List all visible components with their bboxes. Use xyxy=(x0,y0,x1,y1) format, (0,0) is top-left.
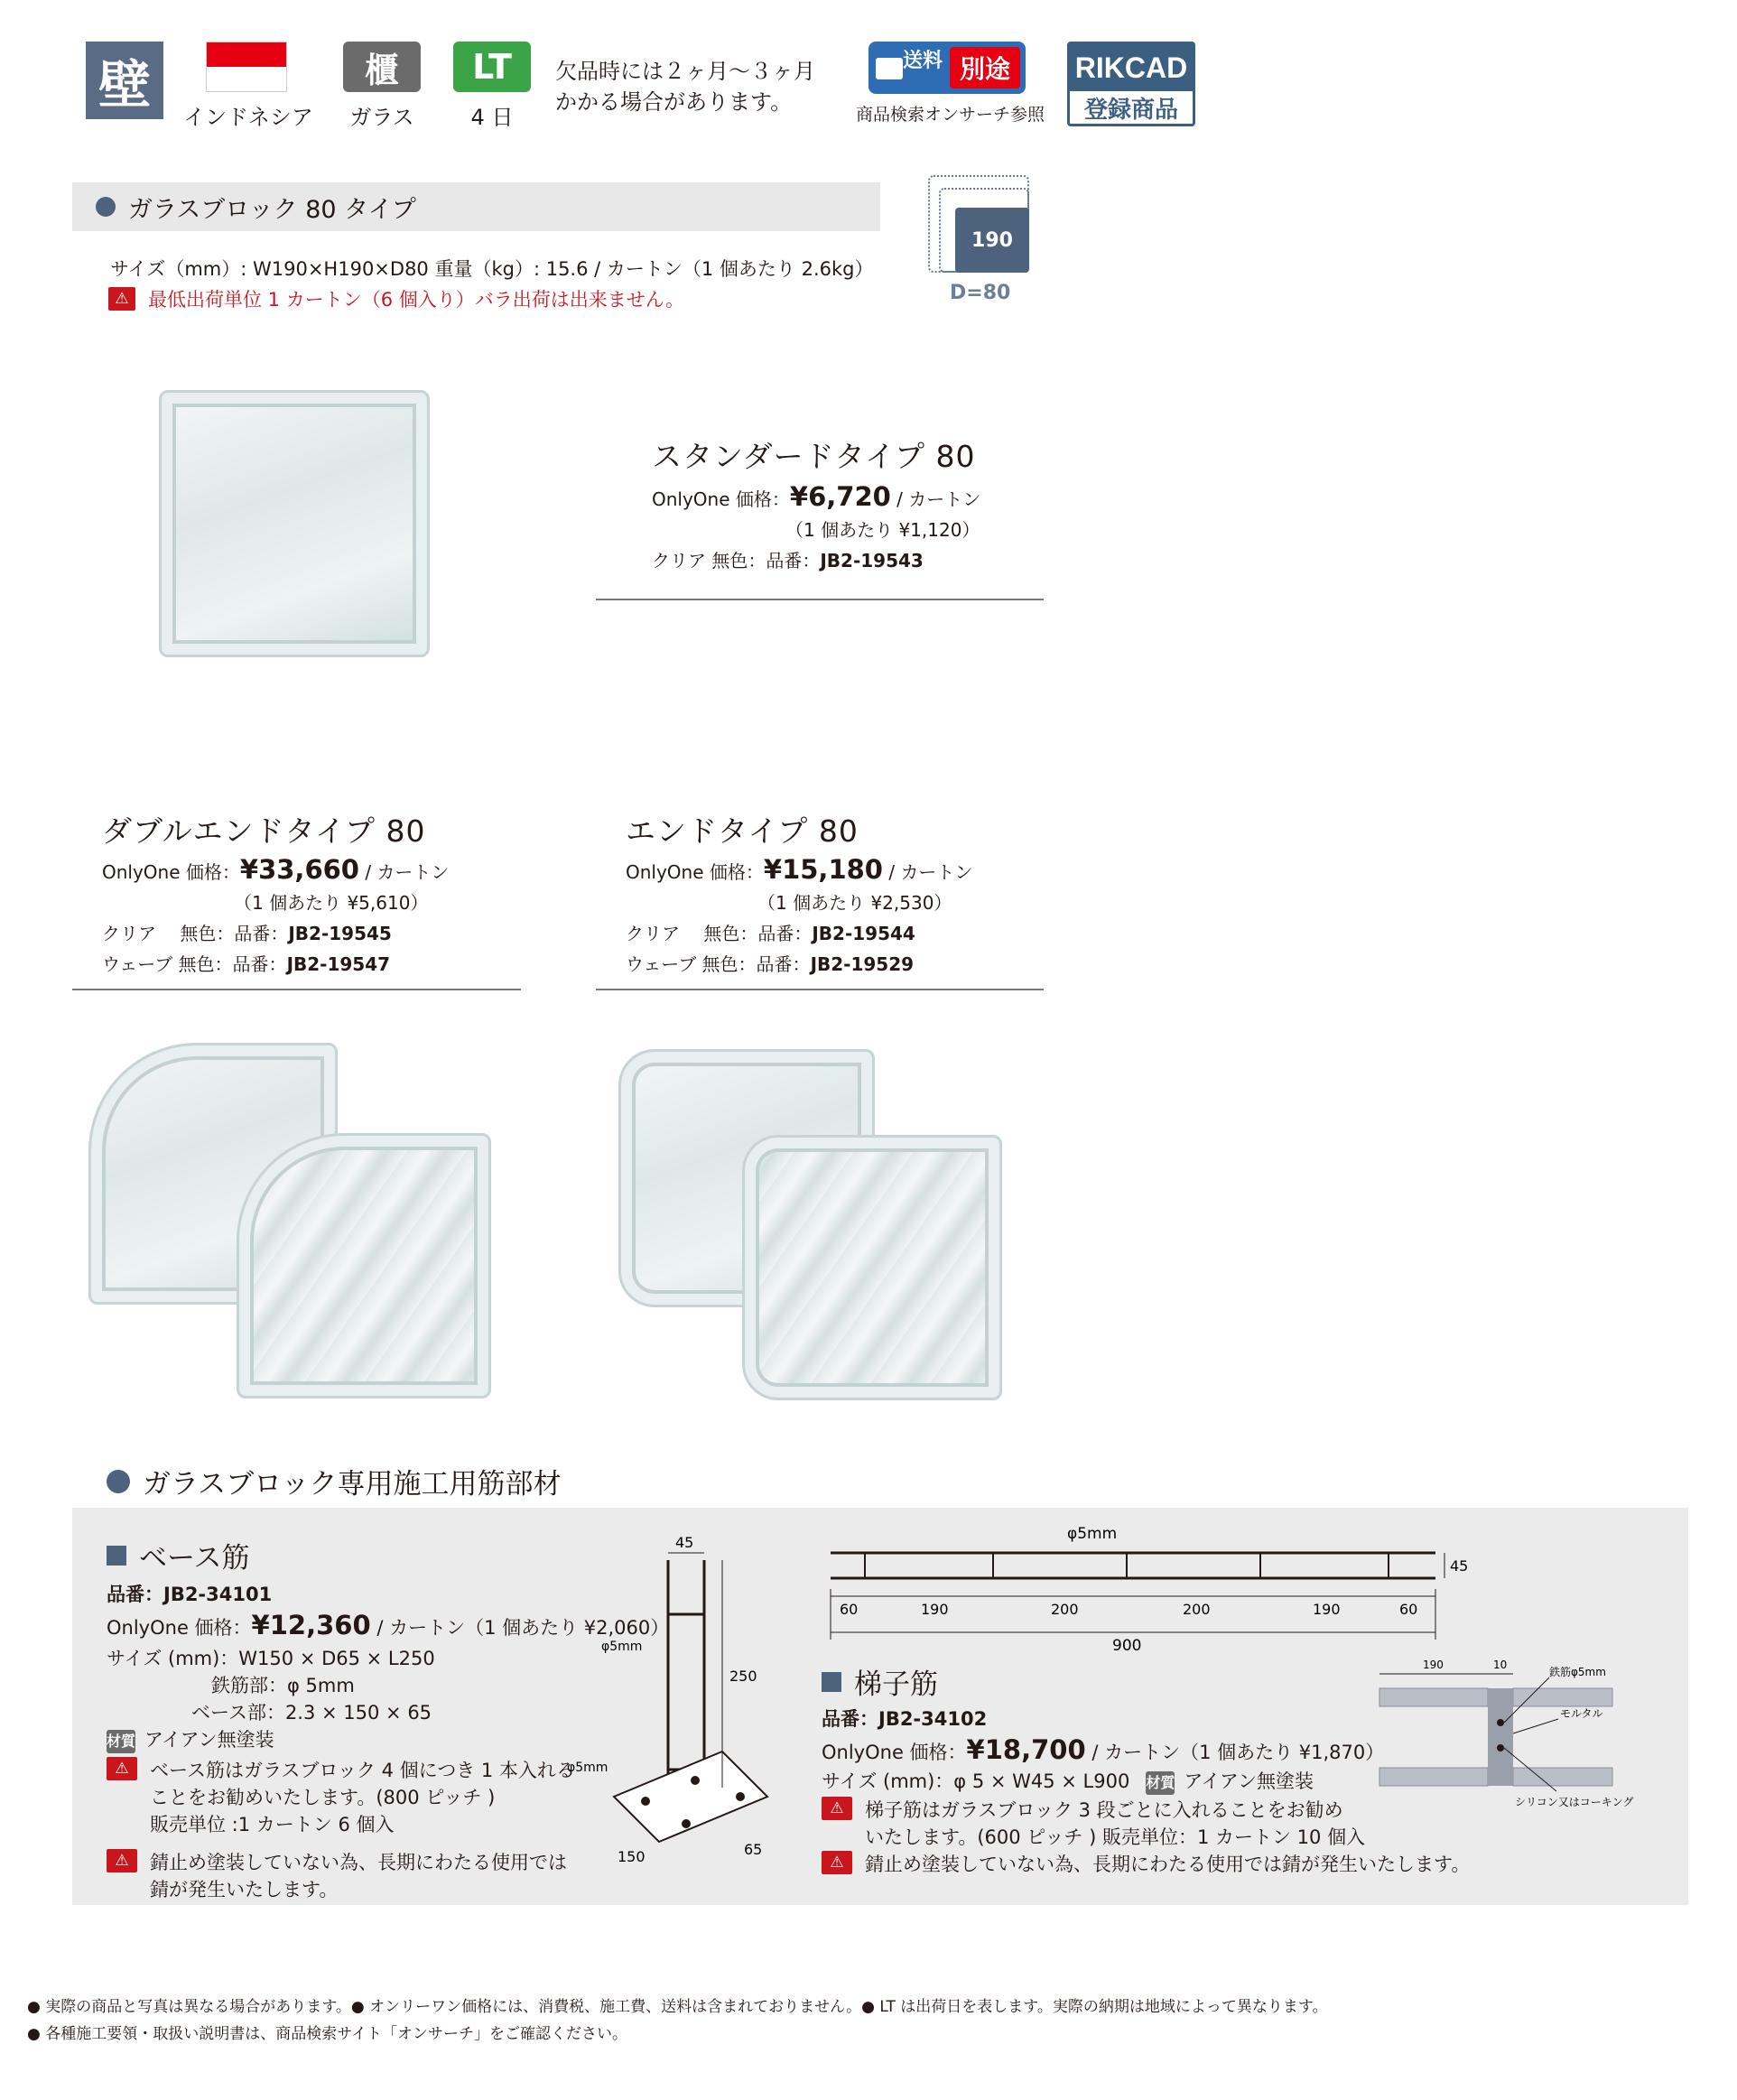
rikcad-badge: RIKCAD 登録商品 xyxy=(1067,42,1195,126)
base-rebar-rust-warning-cont: 錆が発生いたします。 xyxy=(150,1879,339,1900)
dim-depth: 65 xyxy=(744,1841,763,1858)
product-code: クリア 無色：品番：JB2-19543 xyxy=(652,550,924,571)
ladder-rebar-title: 梯子筋 xyxy=(822,1661,1470,1702)
unit-price: （1 個あたり ¥2,530） xyxy=(757,892,952,914)
indonesia-flag-icon xyxy=(206,42,287,92)
product-price: OnlyOne 価格：¥33,660 / カートン xyxy=(102,854,450,885)
standard-glass-block-image xyxy=(159,390,430,657)
warning-icon: ⚠ xyxy=(822,1851,852,1874)
svg-text:200: 200 xyxy=(1051,1601,1079,1618)
ladder-rebar-warning-cont: いたします。(600 ピッチ ) 販売単位：1 カートン 10 個入 xyxy=(865,1826,1366,1848)
base-rebar-code: 品番：JB2-34101 xyxy=(107,1584,273,1605)
bullet-icon xyxy=(107,1470,130,1493)
shipping-warning: ⚠ 最低出荷単位 1 カートン（6 個入り）バラ出荷は出来ません。 xyxy=(108,285,684,312)
product-code: クリア 無色：品番：JB2-19545 xyxy=(102,923,392,944)
ladder-rod-label: φ5mm xyxy=(1067,1525,1118,1543)
product-title: エンドタイプ 80 xyxy=(626,813,859,849)
footer-note-1: ● 実際の商品と写真は異なる場合があります。● オンリーワン価格には、消費税、施工費、送料は含まれておりません。● LT は出荷日を表します。実際の納期は地域によって異なります。 xyxy=(27,1998,1328,2016)
product-title: ダブルエンドタイプ 80 xyxy=(102,813,426,849)
warning-icon: ⚠ xyxy=(822,1797,852,1820)
dimension-diagram: 190 D=80 xyxy=(924,175,1033,311)
detail-mortar: モルタル xyxy=(1560,1707,1603,1720)
base-rebar-material: 材質 アイアン無塗装 xyxy=(107,1726,669,1753)
reinforcement-header: ガラスブロック専用施工用筋部材 xyxy=(107,1461,561,1501)
base-rebar-warning-cont: ことをお勧めいたします。(800 ピッチ ) xyxy=(150,1787,496,1808)
ladder-segment-labels xyxy=(840,1601,1417,1618)
truck-icon xyxy=(876,58,903,79)
material-icon: 材質 xyxy=(107,1730,135,1753)
ladder-rebar-size: サイズ (mm)：φ 5 × W45 × L900 材質 アイアン無塗装 xyxy=(822,1768,1470,1795)
detail-seal: シリコン又はコーキング xyxy=(1515,1796,1634,1808)
section-header: ガラスブロック 80 タイプ xyxy=(72,182,880,231)
product-code: クリア 無色：品番：JB2-19544 xyxy=(626,923,915,944)
double-end-wave-image xyxy=(237,1133,491,1398)
ladder-rebar-drawing xyxy=(822,1517,1490,1652)
svg-text:190: 190 xyxy=(921,1601,949,1618)
bullet-icon xyxy=(96,197,116,217)
lead-time-icon: LT xyxy=(453,42,531,92)
dim-width: 150 xyxy=(618,1848,646,1865)
base-rebar-rod: 鉄筋部：φ 5mm xyxy=(211,1675,355,1696)
standard-product xyxy=(652,433,980,576)
product-spec: サイズ（mm）: W190×H190×D80 重量（kg）: 15.6 / カートン（1 個あたり 2.6kg） xyxy=(110,258,874,280)
ladder-total-label: 900 xyxy=(1112,1637,1142,1652)
dim-rod2: φ5mm xyxy=(567,1761,608,1775)
square-bullet-icon xyxy=(822,1672,841,1692)
base-rebar-unit: 販売単位 :1 カートン 6 個入 xyxy=(150,1814,395,1835)
base-rebar-title: ベース筋 xyxy=(107,1535,669,1575)
unit-price: （1 個あたり ¥1,120） xyxy=(785,519,980,541)
product-price: OnlyOne 価格：¥15,180 / カートン xyxy=(626,854,973,885)
svg-text:200: 200 xyxy=(1183,1601,1211,1618)
unit-price: （1 個あたり ¥5,610） xyxy=(234,892,429,914)
product-code: ウェーブ 無色：品番：JB2-19529 xyxy=(626,953,915,975)
ladder-rebar-price: OnlyOne 価格：¥18,700 / カートン（1 個あたり ¥1,870） xyxy=(822,1734,1385,1765)
divider xyxy=(72,989,521,990)
ladder-height-label: 45 xyxy=(1450,1557,1469,1575)
mortar-joint xyxy=(1488,1688,1513,1786)
footer-note-2: ● 各種施工要領・取扱い説明書は、商品検索サイト「オンサーチ」をご確認ください。 xyxy=(27,2025,628,2043)
end-wave-image xyxy=(742,1135,1002,1400)
ladder-rebar-rust-warning: ⚠ 錆止め塗装していない為、長期にわたる使用では錆が発生いたします。 xyxy=(822,1851,1470,1878)
detail-rod: 鉄筋φ5mm xyxy=(1549,1666,1606,1678)
dim-rod: φ5mm xyxy=(601,1640,643,1654)
material-label: ガラス xyxy=(349,105,414,130)
base-rebar-rust-warning: ⚠ 錆止め塗装していない為、長期にわたる使用では xyxy=(107,1849,669,1876)
product-title: スタンダードタイプ 80 xyxy=(652,439,976,474)
warning-icon: ⚠ xyxy=(107,1849,137,1872)
dim-top: 45 xyxy=(675,1534,694,1551)
material-icon: 材質 xyxy=(1146,1771,1175,1795)
dim-height: 250 xyxy=(729,1668,757,1685)
double-end-product xyxy=(102,808,449,980)
stock-note: 欠品時には２ヶ月〜３ヶ月 かかる場合があります。 xyxy=(555,59,815,115)
ladder-rebar-block xyxy=(822,1661,1470,1878)
divider xyxy=(596,989,1044,990)
ladder-rebar-warning: ⚠ 梯子筋はガラスブロック 3 段ごとに入れることをお勧め xyxy=(822,1797,1470,1824)
svg-text:190: 190 xyxy=(1313,1601,1341,1618)
svg-text:60: 60 xyxy=(1399,1601,1418,1618)
material-icon: 櫃 xyxy=(343,42,421,92)
shipping-caption: 商品検索オンサーチ参照 xyxy=(856,105,1045,125)
product-code: ウェーブ 無色：品番：JB2-19547 xyxy=(102,953,391,975)
base-rebar-warning: ⚠ ベース筋はガラスブロック 4 個につき 1 本入れる xyxy=(107,1757,669,1784)
warning-icon: ⚠ xyxy=(107,1757,137,1780)
base-rebar-plate: ベース部：2.3 × 150 × 65 xyxy=(191,1702,432,1724)
origin-label: インドネシア xyxy=(183,105,313,130)
lead-time-label: 4 日 xyxy=(470,105,514,130)
svg-text:60: 60 xyxy=(840,1601,859,1618)
shipping-badge: 送料 別途 xyxy=(868,42,1026,94)
base-rebar-drawing xyxy=(560,1526,785,1887)
detail-gap: 10 xyxy=(1493,1659,1508,1671)
detail-width: 190 xyxy=(1423,1659,1444,1671)
ladder-rebar-code: 品番：JB2-34102 xyxy=(822,1708,988,1730)
divider xyxy=(596,599,1044,600)
warning-icon: ⚠ xyxy=(108,287,135,311)
product-price: OnlyOne 価格：¥6,720 / カートン xyxy=(652,481,981,512)
end-product xyxy=(626,808,972,980)
wall-category-icon: 壁 xyxy=(86,42,163,119)
square-bullet-icon xyxy=(107,1546,126,1566)
base-rebar-price: OnlyOne 価格：¥12,360 / カートン（1 個あたり ¥2,060） xyxy=(107,1610,670,1640)
base-rebar-size: サイズ (mm)：W150 × D65 × L250 xyxy=(107,1648,435,1669)
